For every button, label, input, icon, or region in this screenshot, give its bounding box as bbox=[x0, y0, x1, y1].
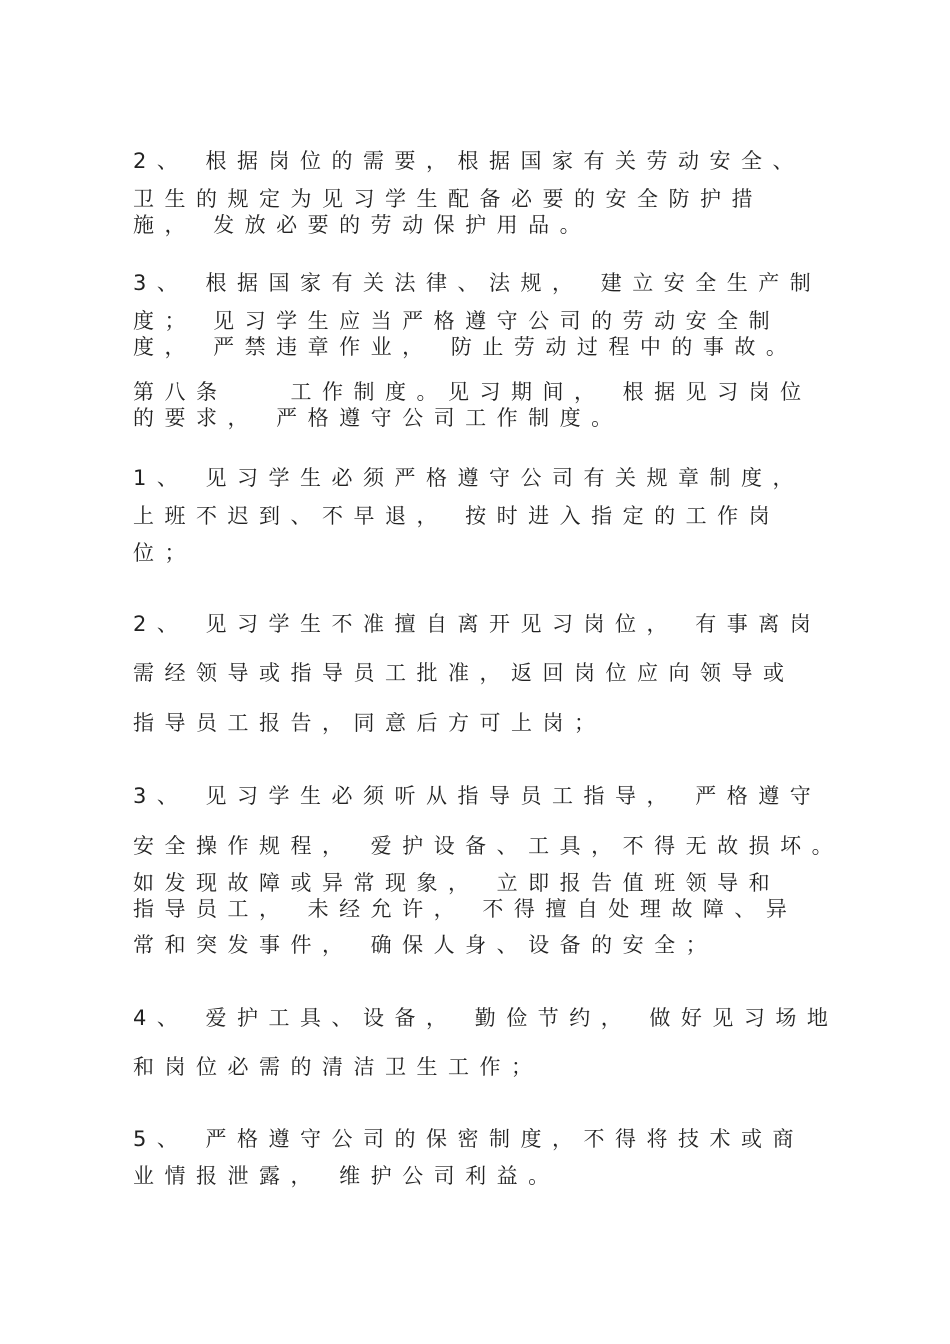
text-line: 1、 见习学生必须严格遵守公司有关规章制度， bbox=[133, 466, 805, 490]
text-line: 上班不迟到、不早退， 按时进入指定的工作岗 bbox=[133, 504, 781, 528]
text-line: 度， 严禁违章作业， 防止劳动过程中的事故。 bbox=[133, 335, 798, 359]
text-line: 指导员工， 未经允许， 不得擅自处理故障、异 bbox=[133, 897, 798, 921]
text-line: 度； 见习学生应当严格遵守公司的劳动安全制 bbox=[133, 309, 781, 333]
text-line: 2、 根据岗位的需要，根据国家有关劳动安全、 bbox=[133, 149, 805, 173]
text-line: 位； bbox=[133, 541, 196, 565]
text-line: 指导员工报告，同意后方可上岗； bbox=[133, 711, 606, 735]
text-line: 5、 严格遵守公司的保密制度，不得将技术或商 bbox=[133, 1127, 805, 1151]
text-line: 需经领导或指导员工批准，返回岗位应向领导或 bbox=[133, 661, 795, 685]
text-line: 卫生的规定为见习学生配备必要的安全防护措 bbox=[133, 187, 763, 211]
text-line: 3、 见习学生必须听从指导员工指导， 严格遵守 bbox=[133, 784, 822, 808]
text-line: 常和突发事件， 确保人身、设备的安全； bbox=[133, 933, 718, 957]
text-line: 安全操作规程， 爱护设备、工具，不得无故损坏。 bbox=[133, 834, 844, 858]
text-line: 4、 爱护工具、设备， 勤俭节约， 做好见习场地 bbox=[133, 1006, 839, 1030]
text-line: 3、 根据国家有关法律、法规， 建立安全生产制 bbox=[133, 271, 822, 295]
text-line: 和岗位必需的清洁卫生工作； bbox=[133, 1055, 543, 1079]
text-line: 如发现故障或异常现象， 立即报告值班领导和 bbox=[133, 871, 781, 895]
text-line: 的要求， 严格遵守公司工作制度。 bbox=[133, 406, 623, 430]
text-line: 施， 发放必要的劳动保护用品。 bbox=[133, 213, 592, 237]
text-line: 2、 见习学生不准擅自离开见习岗位， 有事离岗 bbox=[133, 612, 822, 636]
text-line: 第八条 工作制度。见习期间， 根据见习岗位 bbox=[133, 380, 812, 404]
text-line: 业情报泄露， 维护公司利益。 bbox=[133, 1164, 560, 1188]
